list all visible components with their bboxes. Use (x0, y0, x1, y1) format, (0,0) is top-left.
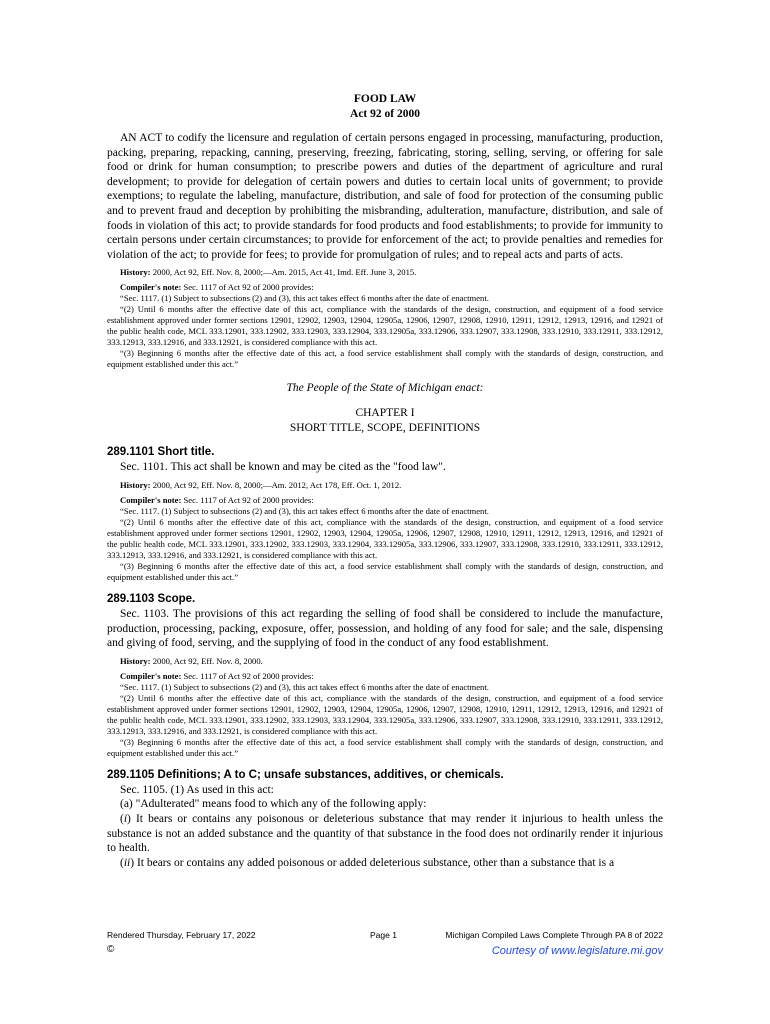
compiler-note-para: “Sec. 1117. (1) Subject to subsections (2) and (3), this act takes effect 6 months after the date of enactment. (120, 505, 489, 516)
compiler-note: Compiler's note: Sec. 1117 of Act 92 of 2000 provides: (120, 670, 314, 681)
compiler-note-para: “(3) Beginning 6 months after the effective date of this act, a food service establishment shall comply with the standards of design, construction, and equipment established under this act.” (107, 736, 663, 758)
compiler-note-para: “(2) Until 6 months after the effective date of this act, compliance with the standards of the design, construction, and equipment of a food service establishment approved under former sections 12901, 12902, 12903, 12904, 12905a, 12906, 12907, 12908, 12910, 12911, 12912, 12913, 12916, and 12921 of the public health code, MCL 333.12901, 333.12902, 333.12903, 333.12904, 333.12905a, 333.12906, 333.12907, 333.12908, 333.12910, 333.12911, 333.12912, 333.12913, 333.12916, and 333.12921, is considered compliance with this act. (107, 304, 663, 348)
document-title: FOOD LAW (353, 93, 417, 105)
courtesy-link[interactable]: Courtesy of www.legislature.mi.gov (491, 945, 663, 957)
copyright-symbol: © (107, 944, 115, 955)
compiler-note-para: “Sec. 1117. (1) Subject to subsections (2) and (3), this act takes effect 6 months after the date of enactment. (120, 681, 489, 692)
section-heading: 289.1101 Short title. (107, 446, 215, 459)
section-text: Sec. 1101. This act shall be known and may be cited as the "food law". (120, 461, 446, 474)
compiler-note-para: “(3) Beginning 6 months after the effective date of this act, a food service establishment shall comply with the standards of design, construction, and equipment established under this act.” (107, 560, 663, 582)
document-page (107, 92, 663, 870)
section-history: History: 2000, Act 92, Eff. Nov. 8, 2000. (120, 655, 263, 666)
compiler-note-para: “(3) Beginning 6 months after the effective date of this act, a food service establishment shall comply with the standards of design, construction, and equipment established under this act.” (107, 348, 663, 370)
enacting-clause: The People of the State of Michigan enact: (286, 382, 484, 395)
chapter-number: CHAPTER I (355, 407, 415, 420)
rendered-date: Rendered Thursday, February 17, 2022 (107, 930, 256, 940)
section-history: History: 2000, Act 92, Eff. Nov. 8, 2000;—Am. 2012, Act 178, Eff. Oct. 1, 2012. (120, 479, 402, 490)
section-heading: 289.1105 Definitions; A to C; unsafe substances, additives, or chemicals. (107, 768, 504, 781)
section-text: Sec. 1105. (1) As used in this act: (120, 783, 274, 796)
section-text: (ii) It bears or contains any added poisonous or added deleterious substance, other than a substance that is a (120, 856, 615, 869)
page-number: Page 1 (370, 930, 397, 940)
act-description: AN ACT to codify the licensure and regulation of certain persons engaged in processing, manufacturing, production, packing, preparing, repacking, canning, preserving, freezing, fabricating, storing, selling, serving, or offering for sale food or drink for human consumption; to prescribe powers and duties of the department of agriculture and rural development; to provide for delegation of certain powers and duties to certain local units of government; to provide exemptions; to regulate the labeling, manufacture, distribution, and sale of food for protection of the consuming public and to prevent fraud and deception by prohibiting the misbranding, adulteration, manufacture, distribution, and sale of foods in violation of this act; to provide standards for food products and food establishments; to provide for immunity to certain persons under certain circumstances; to provide for enforcement of the act; to provide penalties and remedies for violation of the act; to provide for fees; to provide for promulgation of rules; and to repeal acts and parts of acts. (107, 132, 663, 261)
section-text: (i) It bears or contains any poisonous or deleterious substance that may render it injurious to health unless the substance is not an added substance and the quantity of that substance in the food does not ordinarily render it injurious to health. (107, 812, 663, 855)
section-text: Sec. 1103. The provisions of this act regarding the selling of food shall be considered to include the manufacture, production, processing, packing, exposure, offer, possession, and holding of any food for sale; and the sale, dispensing and giving of food, serving, and the supplying of food in the conduct of any food establishment. (107, 607, 663, 650)
compiler-note-para: “(2) Until 6 months after the effective date of this act, compliance with the standards of the design, construction, and equipment of a food service establishment approved under former sections 12901, 12902, 12903, 12904, 12905a, 12906, 12907, 12908, 12910, 12911, 12912, 12913, 12916, and 12921 of the public health code, MCL 333.12901, 333.12902, 333.12903, 333.12904, 333.12905a, 333.12906, 333.12907, 333.12908, 333.12910, 333.12911, 333.12912, 333.12913, 333.12916, and 333.12921, is considered compliance with this act. (107, 516, 663, 560)
compiler-note-para: “Sec. 1117. (1) Subject to subsections (2) and (3), this act takes effect 6 months after the date of enactment. (120, 293, 489, 304)
chapter-title: SHORT TITLE, SCOPE, DEFINITIONS (289, 422, 481, 435)
compiled-through: Michigan Compiled Laws Complete Through PA 8 of 2022 (445, 930, 663, 940)
compiler-note-para: “(2) Until 6 months after the effective date of this act, compliance with the standards of the design, construction, and equipment of a food service establishment approved under former sections 12901, 12902, 12903, 12904, 12905a, 12906, 12907, 12908, 12910, 12911, 12912, 12913, 12916, and 12921 of the public health code, MCL 333.12901, 333.12902, 333.12903, 333.12904, 333.12905a, 333.12906, 333.12907, 333.12908, 333.12910, 333.12911, 333.12912, 333.12913, 333.12916, and 333.12921, is considered compliance with this act. (107, 692, 663, 736)
section-heading: 289.1103 Scope. (107, 592, 196, 605)
compiler-note: Compiler's note: Sec. 1117 of Act 92 of 2000 provides: (120, 282, 314, 293)
act-history: History: 2000, Act 92, Eff. Nov. 8, 2000;—Am. 2015, Act 41, Imd. Eff. June 3, 2015. (120, 267, 417, 278)
section-text: (a) "Adulterated" means food to which any of the following apply: (120, 798, 427, 811)
act-number: Act 92 of 2000 (350, 108, 420, 120)
compiler-note: Compiler's note: Sec. 1117 of Act 92 of 2000 provides: (120, 494, 314, 505)
